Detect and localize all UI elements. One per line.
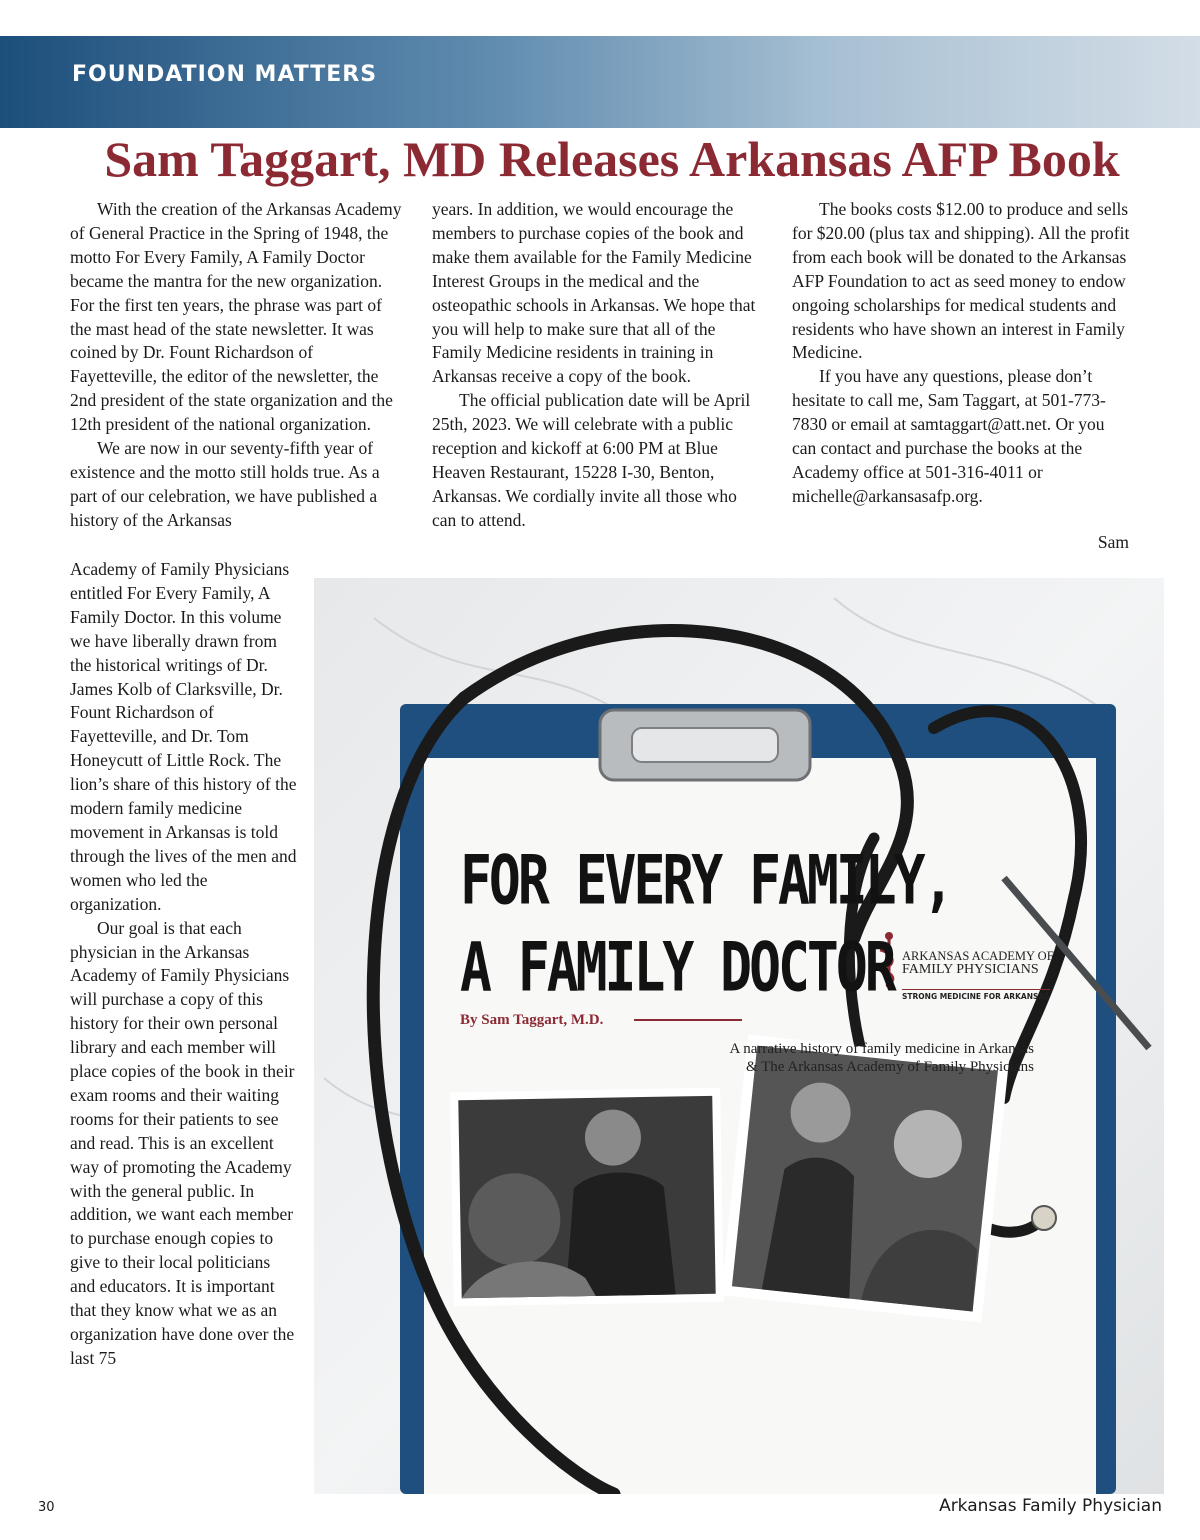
org-tagline: STRONG MEDICINE FOR ARKANSAS — [902, 989, 1050, 1001]
book-cover-photo — [314, 578, 1164, 1494]
author-signature: Sam — [1097, 532, 1129, 552]
article-paragraph: Academy of Family Physicians entitled For Every Family, A Family Doctor. In this volume we have liberally drawn from the historical writings of Dr. James Kolb of Clarksville, Dr. Fount Richardson of Fayetteville, and Dr. Tom Honeycutt of Little Rock. The lion’s share of this history of the modern family medicine movement in Arkansas is told through the lives of the men and women who led the organization. — [70, 559, 297, 914]
book-title-line-1: FOR EVERY FAMILY, — [460, 841, 952, 920]
article-column-2 — [432, 198, 764, 533]
article-title: Sam Taggart, MD Releases Arkansas AFP Book — [104, 131, 1120, 187]
cover-photo-right — [721, 1035, 1009, 1323]
book-subtitle-line-1: A narrative history of family medicine in Arkansas — [729, 1041, 1034, 1057]
article-column-3 — [792, 198, 1130, 509]
article-paragraph: The official publication date will be April 25th, 2023. We will celebrate with a public reception and kickoff at 6:00 PM at Blue Heaven Restaurant, 15228 I-30, Benton, Arkansas. We cordially invite all those who can to attend. — [432, 390, 751, 530]
article-paragraph: If you have any questions, please don’t hesitate to call me, Sam Taggart, at 501-773-7830 or email at samtaggart@att.net. Or you can contact and purchase the books at the Academy office at 501-316-4011 or michelle@arkansasafp.org. — [792, 366, 1106, 506]
book-subtitle — [729, 1040, 1034, 1076]
book-title-line-2: A FAMILY DOCTOR — [460, 928, 894, 1007]
article-column-1-continued — [70, 558, 298, 1371]
publication-name: Arkansas Family Physician — [939, 1496, 1162, 1516]
author-rule — [634, 1019, 742, 1021]
article-paragraph: The books costs $12.00 to produce and sells for $20.00 (plus tax and shipping). All the profit from each book will be donated to the Arkansas AFP Foundation to act as seed money to endow ongoing scholarships for medical students and residents who have shown an interest in Family Medicine. — [792, 199, 1130, 363]
article-column-1 — [70, 198, 404, 533]
article-paragraph: With the creation of the Arkansas Academy of General Practice in the Spring of 1948, the motto For Every Family, A Family Doctor became the mantra for the new organization. For the first ten years, the phrase was part of the mast head of the state newsletter. It was coined by Dr. Fount Richardson of Fayetteville, the editor of the newsletter, the 2nd president of the state organization and the 12th president of the national organization. — [70, 199, 402, 435]
section-label: FOUNDATION MATTERS — [72, 62, 378, 87]
org-logo-text — [902, 949, 1054, 977]
book-author: By Sam Taggart, M.D. — [460, 1012, 604, 1028]
org-name-line-2: FAMILY PHYSICIANS — [902, 962, 1039, 977]
cover-photo-left — [450, 1088, 724, 1307]
book-cover-illustration — [314, 578, 1164, 1494]
article-paragraph: Our goal is that each physician in the Arkansas Academy of Family Physicians will purchase a copy of this history for their own personal library and each member will place copies of the book in their exam rooms and their waiting rooms for their patients to see and read. This is an excellent way of promoting the Academy with the general public. In addition, we want each member to purchase enough copies to give to their local politicians and educators. It is important that they know what we as an organization have done over the last 75 — [70, 917, 295, 1368]
article-paragraph: We are now in our seventy-fifth year of existence and the motto still holds true. As a part of our celebration, we have published a history of the Arkansas — [70, 438, 380, 530]
book-subtitle-line-2: & The Arkansas Academy of Family Physicians — [745, 1059, 1034, 1075]
page-number: 30 — [38, 1500, 55, 1515]
book-title — [460, 838, 951, 1012]
stethoscope-earpiece — [1032, 1206, 1056, 1230]
org-name-line-1: ARKANSAS ACADEMY OF — [902, 949, 1054, 963]
article-paragraph: years. In addition, we would encourage the members to purchase copies of the book and make them available for the Family Medicine Interest Groups in the medical and the osteopathic schools in Arkansas. We hope that you will help to make sure that all of the Family Medicine residents in training in Arkansas receive a copy of the book. — [432, 199, 756, 387]
